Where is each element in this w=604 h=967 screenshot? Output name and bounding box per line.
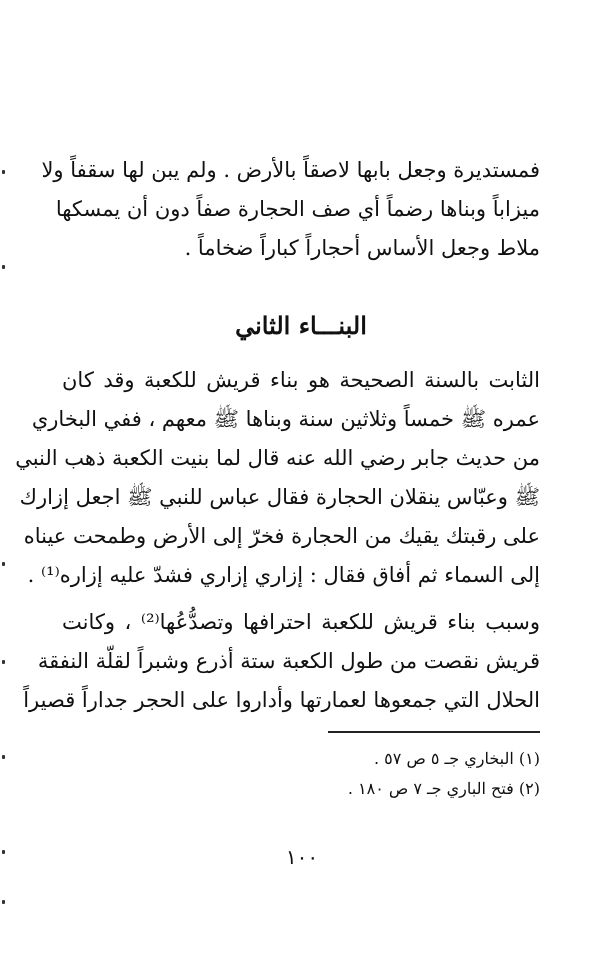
page-number: ١٠٠	[285, 845, 319, 869]
scan-edge-mark	[2, 755, 5, 759]
footnote: (٢) فتح الباري جـ ٧ ص ١٨٠ .	[347, 779, 540, 798]
paragraph-line: ﷺ وعبّاس ينقلان الحجارة فقال عباس للنبي ﷺ اجعل إزارك	[19, 485, 540, 509]
scan-edge-mark	[2, 900, 5, 904]
paragraph-line: الحلال التي جمعوها لعمارتها وأداروا على الحجر جداراً قصيراً	[23, 688, 540, 712]
paragraph-line: عمره ﷺ خمساً وثلاثين سنة وبناها ﷺ معهم ، ففي البخاري	[31, 407, 540, 431]
scan-edge-mark	[2, 170, 5, 174]
paragraph-line: ملاط وجعل الأساس أحجاراً كباراً ضخاماً .	[184, 236, 540, 260]
footnote-separator	[328, 731, 540, 733]
footnotes	[62, 744, 540, 804]
scan-edge-mark	[2, 660, 5, 664]
scan-edge-mark	[2, 562, 5, 566]
paragraph-line: الثابت بالسنة الصحيحة هو بناء قريش للكعبة وقد كان	[62, 368, 540, 392]
scan-edge-mark	[2, 265, 5, 269]
paragraph-line: على رقبتك يقيك من الحجارة فخرّ إلى الأرض وطمحت عيناه	[23, 524, 540, 548]
paragraph-line: ميزاباً وبناها رضماً أي صف الحجارة صفاً دون أن يمسكها	[55, 197, 540, 221]
footnote: (١) البخاري جـ ٥ ص ٥٧ .	[374, 749, 540, 768]
paragraph-2	[15, 361, 540, 595]
paragraph-line: فمستديرة وجعل بابها لاصقاً بالأرض . ولم يبن لها سقفاً ولا	[41, 158, 540, 182]
paragraph-line: من حديث جابر رضي الله عنه قال لما بنيت الكعبة ذهب النبي	[15, 446, 540, 470]
paragraph-1	[41, 151, 540, 268]
paragraph-line: إلى السماء ثم أفاق فقال : إزاري إزاري فشدّ عليه إزاره⁽¹⁾ .	[27, 563, 540, 587]
paragraph-line: قريش نقصت من طول الكعبة ستة أذرع وشبراً لقلّة النفقة	[37, 649, 540, 673]
paragraph-3	[23, 603, 541, 720]
paragraph-line: وسبب بناء قريش للكعبة احترافها وتصدُّعُها⁽²⁾ ، وكانت	[62, 610, 541, 634]
section-heading: البنـــاء الثاني	[235, 311, 367, 340]
